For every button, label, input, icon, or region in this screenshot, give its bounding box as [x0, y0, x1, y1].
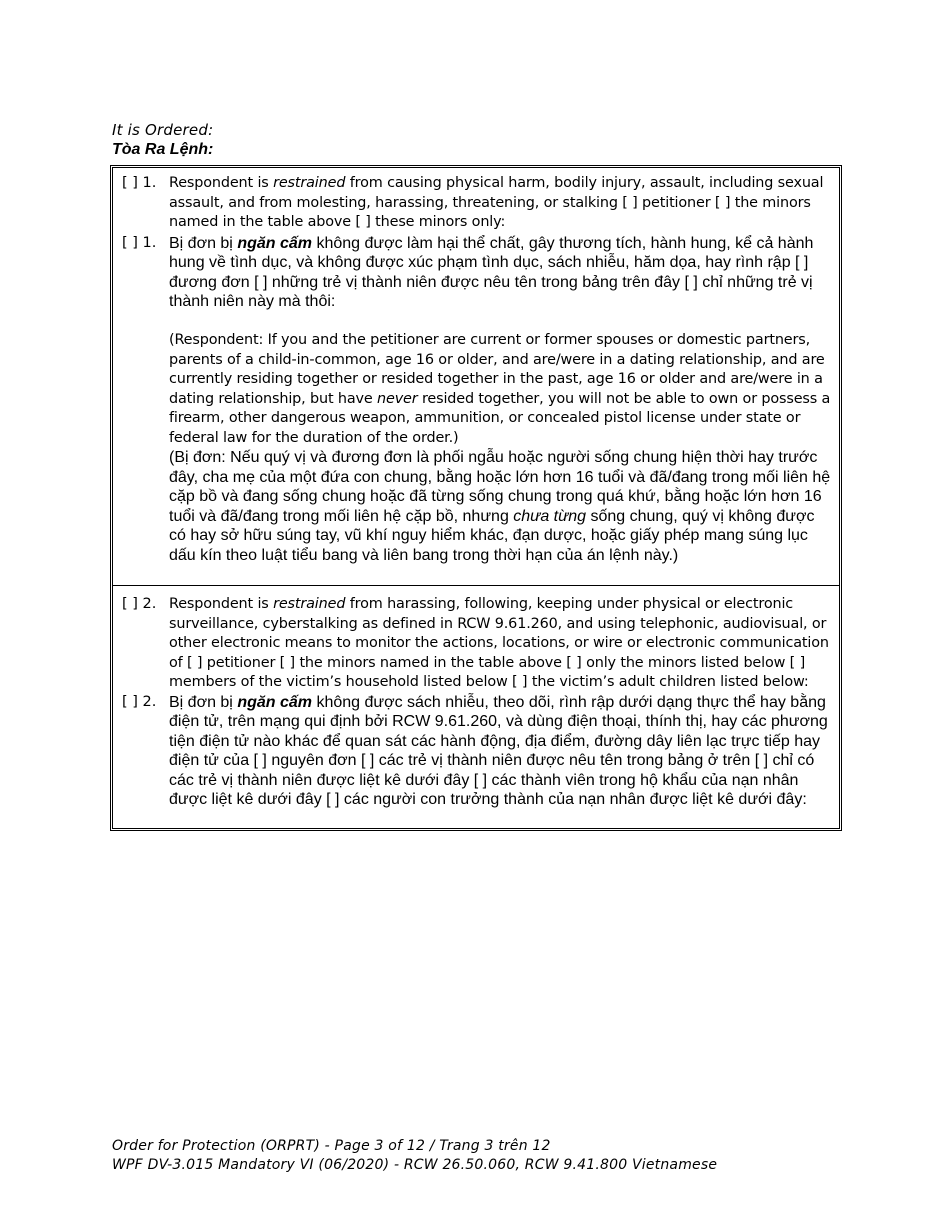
text-run: sống chung, quý vị không được có hay sở hữu súng tay, vũ khí nguy hiểm khác, đạn dược, hoặc giấy phép mang súng lục dấu kín theo luật tiểu bang và liên bang trong thời hạn của án lệnh này.) [169, 507, 815, 564]
text-run: (Bị đơn: Nếu quý vị và đương đơn là phối ngẫu hoặc người sống chung hiện thời hay trước đây, cha mẹ của một đứa con chung, bằng hoặc lớn hơn 16 tuổi và đã/đang trong mối liên hệ cặp bồ và đang sống chung hoặc đã từng sống chung trong quá khứ, bằng hoặc lớn hơn 16 tuổi và đã/đang trong mối liên hệ cặp bồ, nhưng [169, 449, 831, 525]
text-run: không được làm hại thể chất, gây thương tích, hành hung, kể cả hành hung về tình dục, và không được xúc phạm tình dục, sách nhiễu, hăm dọa, hay rình rập [ ] đương đơn [ ] những trẻ vị thành niên được nêu tên trong bảng trên đây [ ] chỉ những trẻ vị thành niên này mà thôi: [169, 234, 814, 310]
item-1-vi-number: 1. [142, 234, 157, 251]
order-section-1 [113, 168, 839, 586]
order-section-2 [113, 586, 839, 828]
item-1-vietnamese [113, 234, 839, 312]
item-1-note-english [169, 331, 831, 448]
text-run: (Respondent: If you and the petitioner are current or former spouses or domestic partners, parents of a child-in-common, age 16 or older, and are/were in a dating relationship, and are currently residing together or resided together in the past, age 16 or older and are/were in a dating relationship, but have [169, 332, 825, 407]
item-2-english-text [169, 595, 831, 693]
text-run: from causing physical harm, bodily injury, assault, including sexual assault, and from molesting, harassing, threatening, or stalking [ ] petitioner [ ] the minors named in the table above [ ] these minors only: [169, 175, 824, 230]
item-1-vi-checkbox[interactable]: [ ] [122, 234, 138, 251]
text-run: Bị đơn bị [169, 234, 238, 252]
item-1-mark [122, 174, 156, 194]
restrained-emphasis: restrained [273, 175, 346, 191]
item-2-checkbox[interactable]: [ ] [122, 596, 138, 612]
text-run: resided together, you will not be able to own or possess a firearm, other dangerous weapon, ammunition, or concealed pistol license under state or federal law for the duration of the order.) [169, 390, 831, 446]
item-2-vietnamese [113, 693, 839, 810]
heading-english: It is Ordered: [112, 121, 214, 139]
never-emphasis: never [377, 390, 418, 407]
ngan-cam-emphasis: ngăn cấm [237, 693, 312, 711]
item-1-checkbox[interactable]: [ ] [122, 175, 138, 191]
item-1-note [113, 331, 839, 565]
item-2-vi-mark [122, 693, 156, 713]
item-1-english-text [169, 174, 831, 233]
item-2-vi-checkbox[interactable]: [ ] [122, 693, 138, 710]
item-2-number: 2. [142, 596, 157, 612]
item-1-english [113, 174, 839, 233]
footer-line-2: WPF DV-3.015 Mandatory VI (06/2020) - RCW 26.50.060, RCW 9.41.800 Vietnamese [112, 1157, 718, 1173]
item-2-english [113, 595, 839, 693]
text-run: Respondent is [169, 596, 274, 612]
ngan-cam-emphasis: ngăn cấm [237, 234, 312, 252]
order-table [110, 165, 842, 831]
text-run: Bị đơn bị [169, 693, 238, 711]
item-1-number: 1. [142, 175, 157, 191]
order-heading [112, 121, 213, 159]
text-run: from harassing, following, keeping under physical or electronic surveillance, cyberstalking as defined in RCW 9.61.260, and using telephonic, audiovisual, or other electronic means to monitor the actions, locations, or wire or electronic communication of [ ] petitioner [ ] the minors named in the table above [ ] only the minors listed below [ ] members of the victim’s household listed below [ ] the victim’s adult children listed below: [169, 596, 829, 690]
item-2-vietnamese-text [169, 693, 831, 810]
text-run: không được sách nhiễu, theo dõi, rình rập dưới dạng thực thể hay bằng điện tử, trên mạng qui định bởi RCW 9.61.260, và dùng điện thoại, thính thị, hay các phương tiện điện tử nào khác để quan sát các hành động, địa điểm, đường dây liên lạc trực tiếp hay điện tử của [ ] nguyên đơn [ ] các trẻ vị thành niên được nêu tên trong bảng ở trên [ ] chỉ có các trẻ vị thành niên được liệt kê dưới đây [ ] các thành viên trong hộ khẩu của nạn nhân được liệt kê dưới đây [ ] các người con trưởng thành của nạn nhân được liệt kê dưới đây: [169, 693, 828, 808]
heading-vietnamese: Tòa Ra Lệnh: [112, 141, 214, 158]
footer-line-1: Order for Protection (ORPRT) - Page 3 of 12 / Trang 3 trên 12 [112, 1138, 551, 1154]
item-1-note-vietnamese [169, 448, 831, 565]
page-footer [112, 1137, 717, 1175]
chua-tung-emphasis: chưa từng [513, 507, 587, 525]
restrained-emphasis: restrained [273, 596, 346, 612]
item-2-vi-number: 2. [142, 693, 157, 710]
item-2-mark [122, 595, 156, 615]
item-1-vietnamese-text [169, 234, 831, 312]
text-run: Respondent is [169, 175, 274, 191]
item-1-vi-mark [122, 234, 156, 254]
